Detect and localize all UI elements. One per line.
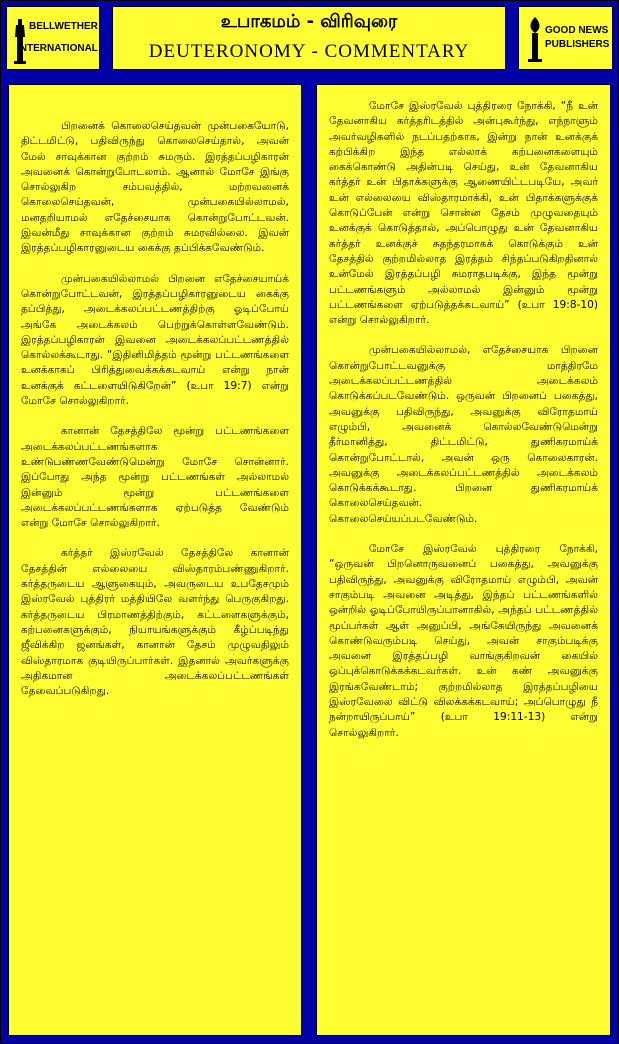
- left-column: [2, 78, 308, 1042]
- paragraph: கொலைசெய்யப்படவேண்டும்.: [329, 512, 478, 525]
- bellwether-icon: [13, 17, 27, 65]
- paragraph: மோசே இஸ்ரவேல் புத்திரரை நோக்கி, “ஒருவன் பிறனொருவனைப் பகைத்து, அவனுக்கு பதிவிருந்து, அவனுக்கு விரோதமாய் எழும்பி, அவன் சாகும்படி அவனை அடித்து, இந்தப் பட்டணங்களில் ஒன்றில் ஓடிப்போயிருப்பானாகில், அந்தப் பட்டணத்தில் மூப்பர்கள் ஆள் அனுப்பி, அங்கேயிருந்து அவனைக் கொண்டுவரும்படி செய்து, அவன் சாகும்படிக்கு அவனை இரத்தப்பழி வாங்குகிறவன் கையில் ஒப்புக்கொடுக்கக்கடவர்கள். உன் கண் அவனுக்கு இரங்கவேண்டாம்; குற்றமில்லாத இரத்தப்பழியை இஸ்ரவேலை விட்டு விலக்கக்கடவாய்; அப்பொழுது நீ நன்றாயிருப்பாய்” (உபா 19:11-13) என்று சொல்லுகிறார்.: [329, 543, 598, 739]
- good-news-logo: [518, 6, 613, 70]
- paragraph: மோசே இஸ்ரவேல் புத்திரரை நோக்கி, “நீ உன் தேவனாகிய கர்த்தரிடத்தில் அன்புகூர்ந்து, எந்நாளும் அவர்வழிகளில் நடப்பதற்காக, இன்று நான் உனக்குக் கற்பிக்கிற இந்த எல்லாக் கற்பனைகளையும் கைக்கொண்டு அதின்படி செய்து, உன் தேவனாகிய கர்த்தர் உன் பிதாக்களுக்கு ஆணையிட்டபடியே, அவர் உன் எல்லையை விஸ்தாரமாக்கி, உன் பிதாக்களுக்குக் கொடுப்பேன் என்று சொன்ன தேசம் முழுவதையும் உனக்குக் கொடுத்தால், அப்பொழுது உன் தேவனாகிய கர்த்தர் உனக்குச் சுதந்தரமாகக் கொடுக்கும் உன் தேசத்தில் குற்றமில்லாத இரத்தம் சிந்தப்படுகிறதினால் உன்மேல் இரத்தப்பழி சுமராதபடிக்கு, இந்த மூன்று பட்டணங்களும் அல்லாமல் இன்னும் மூன்று பட்டணங்களை ஏற்படுத்தக்கடவாய்” (உபா 19:8-10) என்று சொல்லுகிறார்.: [329, 100, 598, 327]
- bellwether-logo: [6, 6, 100, 70]
- good-news-line1: GOOD NEWS: [545, 25, 609, 36]
- good-news-line2: PUBLISHERS: [545, 39, 610, 50]
- bellwether-line1: BELLWETHER: [29, 21, 98, 32]
- title-tamil: உபாகமம் - விரிவுரை: [220, 11, 398, 32]
- right-column-text: [329, 99, 598, 756]
- paragraph: கர்த்தர் இஸ்ரவேல் தேசத்திலே கானான் தேசத்தின் எல்லையை விஸ்தாரம்பண்ணுகிறார். கர்த்தருடைய ஆளுகையும், அவருடைய உபதேசமும் இஸ்ரவேல் புத்திரர் மத்தியிலே வளர்ந்து பெருகுகிறது. கர்த்தருடைய பிரமாணத்திற்கும், கட்டளைகளுக்கும், கற்பனைகளுக்கும், நியாயங்களுக்கும் கீழ்ப்படிந்து ஜீவிக்கிற ஜனங்கள், கானான் தேசம் முழுவதிலும் விஸ்தாரமாக குடியிருப்பார்கள். இதனால் அவர்களுக்கு அதிகமான அடைக்கலப்பட்டணங்கள் தேவைப்படுகிறது.: [21, 547, 289, 698]
- header-title-panel: [108, 2, 510, 74]
- header-right-panel: [514, 2, 617, 74]
- paragraph: கானான் தேசத்திலே மூன்று பட்டணங்களை அடைக்கலப்பட்டணங்களாக உண்டுபண்ணவேண்டுமென்று மோசே சொன்னார். இப்போது அந்த மூன்று பட்டணங்கள் அல்லாமல் இன்னும் மூன்று பட்டணங்களை அடைக்கலப்பட்டணங்களாக ஏற்படுத்த வேண்டும் என்று மோசே சொல்லுகிறார்.: [21, 425, 289, 530]
- header-left-panel: [2, 2, 104, 74]
- paragraph: பிறனைக் கொலைசெய்தவன் முன்பகையோடு, திட்டமிட்டு, பதிவிருந்து கொலைசெய்தால், அவன் மேல் சாவுக்கான குற்றம் சுமரும். இரத்தப்பழிகாரன் அவனைக் கொன்றுபோடலாம். ஆனால் மோசே இங்கு சொல்லுகிற சம்பவத்தில், மற்றவனைக் கொலைசெய்தவன், முன்பகையில்லாமல், மனதறியாமல் எதேச்சையாக கொன்றுபோட்டவன். இவன்மீது சாவுக்கான குற்றம் சுமரவில்லை. இவன் இரத்தப்பழிகாரனுடைய கைக்கு தப்பிக்கவேண்டும்.: [21, 120, 289, 255]
- left-column-text: [21, 119, 289, 714]
- bellwether-line2: INTERNATIONAL: [17, 43, 98, 54]
- paragraph: முன்பகையில்லாமல், எதேச்சையாக பிறனை கொன்றுபோட்டவனுக்கு மாத்திரமே அடைக்கலப்பட்டணத்தில் அடைக்கலம் கொடுக்கப்படவேண்டும். ஒருவன் பிறனைப் பகைத்து, அவனுக்கு பதிவிருந்து, அவனுக்கு விரோதமாய் எழும்பி, அவனைக் கொல்லவேண்டுமென்று தீர்மானித்து, திட்டமிட்டு, துணிகரமாய்க் கொன்றுபோட்டால், அவன் ஒரு கொலைகாரன். அவனுக்கு அடைக்கலப்பட்டணத்தில் அடைக்கலம் கொடுக்கக்கூடாது. பிறனை துணிகரமாய்க் கொலைசெய்தவன்.: [329, 344, 598, 510]
- paragraph: முன்பகையில்லாமல் பிறனை எதேச்சையாய்க் கொன்றுபோட்டவன், இரத்தப்பழிகாரனுடைய கைக்கு தப்பித்து, அடைக்கலப்பட்டணத்திற்கு ஓடிப்போய் அங்கே அடைக்கலம் பெற்றுக்கொள்ளவேண்டும். இரத்தப்பழிகாரன் இவனை அடைக்கலப்பட்டணத்தில் கொல்லக்கூடாது. “இதினிமித்தம் மூன்று பட்டணங்களை உனக்காகப் பிரித்துவைக்கக்கடவாய் என்று நான் உனக்குக் கட்டளையிடுகிறேன்” (உபா 19:7) என்று மோசே சொல்லுகிறார்.: [21, 272, 289, 408]
- title-english: DEUTERONOMY - COMMENTARY: [148, 41, 470, 62]
- good-news-icon: [527, 15, 543, 63]
- right-column: [310, 78, 617, 1042]
